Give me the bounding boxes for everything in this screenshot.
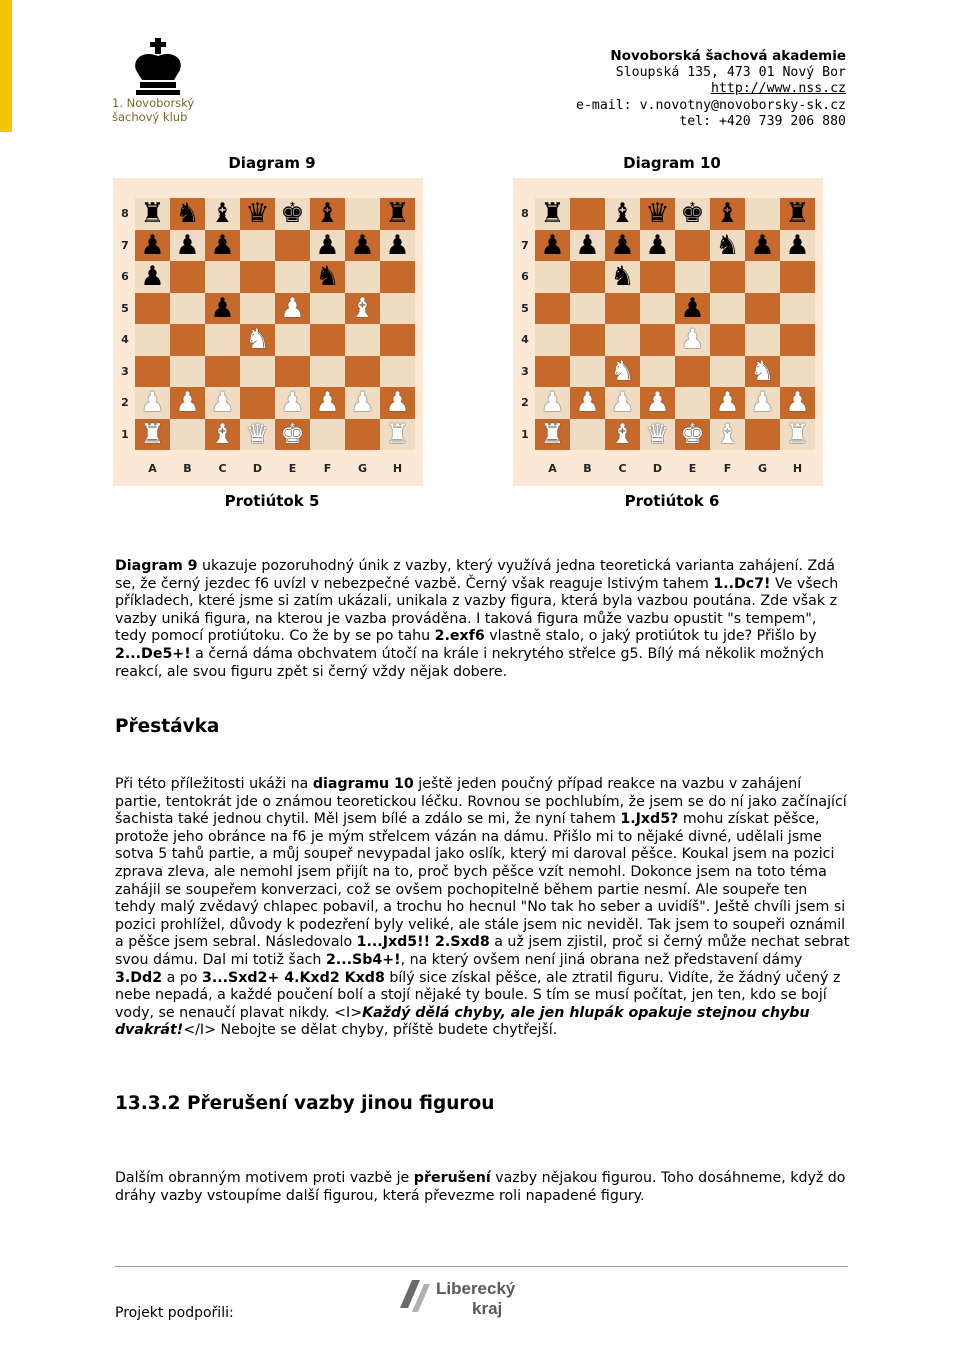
black-pawn-icon: ♟ [210, 229, 235, 261]
board-square [380, 293, 415, 325]
board-square [535, 261, 570, 293]
board-square [710, 261, 745, 293]
board-square [345, 261, 380, 293]
bold-move: 1...Jxd5!! 2.Sxd8 [356, 934, 490, 951]
white-queen-icon: ♛ [645, 418, 670, 450]
white-pawn-icon: ♟ [280, 292, 305, 324]
rank-label: 1 [521, 427, 529, 441]
board-square [380, 419, 415, 451]
white-pawn-icon: ♟ [715, 387, 740, 419]
white-pawn-icon: ♟ [785, 387, 810, 419]
rank-label: 3 [121, 364, 129, 378]
board-square [605, 324, 640, 356]
board-square [640, 261, 675, 293]
black-rook-icon: ♜ [785, 198, 810, 230]
section-heading: 13.3.2 Přerušení vazby jinou figurou [115, 1093, 495, 1114]
file-label: F [323, 462, 332, 475]
board-square [275, 356, 310, 388]
contact-block [576, 48, 846, 131]
board-square [745, 324, 780, 356]
board-square [605, 387, 640, 419]
black-pawn-icon: ♟ [175, 229, 200, 261]
board-square [675, 230, 710, 262]
board-square [205, 230, 240, 262]
board-square [310, 293, 345, 325]
text: vazby nějakou figurou. Toho dosáhneme, když do dráhy vazby vstoupíme další figurou, která převezme roli napadené figury. [115, 1170, 846, 1204]
board-square [310, 198, 345, 230]
white-knight-icon: ♞ [245, 324, 270, 356]
board-square [275, 230, 310, 262]
board-square [345, 198, 380, 230]
board-square [170, 419, 205, 451]
file-label: G [357, 462, 368, 475]
rank-label: 1 [121, 427, 129, 441]
board-square [135, 198, 170, 230]
white-pawn-icon: ♟ [750, 387, 775, 419]
file-label: B [583, 462, 592, 475]
text: vlastně stalo, o jaký protiútok tu jde? Přišlo by [484, 628, 817, 645]
bold-move: 2.exf6 [434, 628, 485, 645]
board-square [745, 293, 780, 325]
board-square [745, 198, 780, 230]
board-square [275, 198, 310, 230]
board-square [640, 198, 675, 230]
white-bishop-icon: ♝ [715, 418, 740, 450]
board-square [170, 324, 205, 356]
white-rook-icon: ♜ [540, 418, 565, 450]
black-pawn-icon: ♟ [385, 229, 410, 261]
white-bishop-icon: ♝ [350, 292, 375, 324]
board-square [710, 230, 745, 262]
board-square [745, 261, 780, 293]
white-pawn-icon: ♟ [680, 324, 705, 356]
white-rook-icon: ♜ [385, 418, 410, 450]
board-square [170, 293, 205, 325]
board-square [275, 261, 310, 293]
board-square [605, 356, 640, 388]
white-pawn-icon: ♟ [385, 387, 410, 419]
file-label: E [688, 462, 697, 475]
black-pawn-icon: ♟ [315, 229, 340, 261]
diagram-9-caption: Protiútok 5 [224, 492, 320, 510]
board-square [710, 198, 745, 230]
text: , na který ovšem není jiná obrana než představení dámy [400, 951, 803, 968]
white-knight-icon: ♞ [750, 355, 775, 387]
white-pawn-icon: ♟ [575, 387, 600, 419]
board-square [240, 293, 275, 325]
white-rook-icon: ♜ [140, 418, 165, 450]
board-square [170, 230, 205, 262]
white-pawn-icon: ♟ [350, 387, 375, 419]
board-square [275, 387, 310, 419]
file-label: C [618, 462, 627, 475]
board-square [605, 419, 640, 451]
board-square [275, 293, 310, 325]
bold-move: 1..Dc7! [713, 575, 771, 592]
heading-pause: Přestávka [115, 716, 220, 737]
board-square [240, 387, 275, 419]
white-rook-icon: ♜ [785, 418, 810, 450]
board-square [640, 324, 675, 356]
black-rook-icon: ♜ [140, 198, 165, 230]
text: Dalším obranným motivem proti vazbě je [115, 1170, 414, 1186]
phone: tel: +420 739 206 880 [679, 114, 846, 129]
white-pawn-icon: ♟ [140, 387, 165, 419]
club-name-line1: 1. Novoborský [112, 96, 195, 110]
black-pawn-icon: ♟ [785, 229, 810, 261]
club-name-line2: šachový klub [112, 110, 188, 124]
board-square [780, 261, 815, 293]
text: mohu získat pěšce, protože jeho obránce na f6 je mým střelcem vázán na dámu. Přišlo mi to nějaké divné, udělali jsme sotva 5 tahů partie, a můj soupeř nevypadal jako oslík, který mi daroval pěšce. Koukal jsem na pozici zprava zleva, ale nemohl jsem přijít na to, proč bych pěšce vzít nemohl. Dokonce jsem na toto téma zahájil se soupeřem konverzaci, což se ovšem pochopitelně během partie nesmí. Ale soupeře ten tehdy malý zvědavý chlapec pobavil, a trochu ho hecnul "No tak ho seber a uvidíš". Ještě chvíli jsem si pozici prohlížel, důvody k podezření byly veliké, ale stále jsem nic neviděl. Tak jsem to soupeři oznámil a pěšce jsem sebral. Následovalo [115, 811, 846, 951]
black-bishop-icon: ♝ [715, 198, 740, 230]
board-square [170, 387, 205, 419]
board-square [605, 261, 640, 293]
diagram-10-caption: Protiútok 6 [624, 492, 720, 510]
board-square [675, 387, 710, 419]
bold-italic-quote: Každý dělá chyby, ale jen hlupák opakuje stejnou chybu dvakrát! [115, 1004, 810, 1039]
board-square [380, 261, 415, 293]
liberecky-kraj-logo [398, 1274, 538, 1318]
paragraph-diagram-9 [115, 558, 850, 681]
board-square [310, 387, 345, 419]
board-square [640, 387, 675, 419]
paragraph-diagram-10 [115, 776, 850, 1040]
black-king-icon: ♚ [280, 198, 305, 230]
rank-labels [117, 198, 133, 450]
rank-label: 4 [121, 333, 129, 347]
board-square [205, 261, 240, 293]
black-pawn-icon: ♟ [680, 292, 705, 324]
file-label: A [548, 462, 557, 475]
black-pawn-icon: ♟ [750, 229, 775, 261]
logo-text-line1: Liberecký [436, 1279, 516, 1298]
black-rook-icon: ♜ [385, 198, 410, 230]
paragraph-interruption [115, 1170, 850, 1205]
board-square [710, 387, 745, 419]
black-pawn-icon: ♟ [645, 229, 670, 261]
board-square [640, 356, 675, 388]
board-square [275, 419, 310, 451]
bold-move: 1.Jxd5? [620, 811, 679, 828]
white-queen-icon: ♛ [245, 418, 270, 450]
bold-move: 2...De5+! [115, 645, 191, 662]
board-square [570, 419, 605, 451]
white-pawn-icon: ♟ [610, 387, 635, 419]
board-square [710, 324, 745, 356]
bold-move: 3.Dd2 [115, 969, 163, 986]
board-square [675, 293, 710, 325]
board-square [605, 293, 640, 325]
black-knight-icon: ♞ [315, 261, 340, 293]
file-labels [135, 462, 415, 475]
file-label: D [252, 462, 263, 475]
board-square [675, 198, 710, 230]
board-square [310, 356, 345, 388]
rank-label: 5 [121, 301, 129, 315]
bold-text: Diagram 9 [115, 558, 198, 574]
board-square [535, 293, 570, 325]
chess-diagram-9 [113, 178, 423, 486]
text: a už jsem zjistil, proč si černý může nechat sebrat svou dámu. Dal mi totiž šach [115, 934, 850, 968]
board-square [745, 230, 780, 262]
file-label: H [792, 462, 803, 475]
rank-label: 7 [121, 238, 129, 252]
board-square [570, 261, 605, 293]
board-square [135, 293, 170, 325]
black-king-icon: ♚ [680, 198, 705, 230]
rank-label: 3 [521, 364, 529, 378]
white-pawn-icon: ♟ [315, 387, 340, 419]
board-square [240, 230, 275, 262]
board-square [240, 419, 275, 451]
black-knight-icon: ♞ [175, 198, 200, 230]
rank-label: 2 [121, 396, 129, 410]
text: </I> Nebojte se dělat chyby, příště budete chytřejší. [183, 1022, 558, 1039]
board-square [780, 324, 815, 356]
board-square [170, 356, 205, 388]
diagram-9-title: Diagram 9 [228, 154, 316, 172]
white-bishop-icon: ♝ [210, 418, 235, 450]
board-square [205, 324, 240, 356]
file-label: A [148, 462, 157, 475]
board-square [240, 324, 275, 356]
file-label: E [288, 462, 297, 475]
text: ukazuje pozoruhodný únik z vazby, který využívá jedna teoretická varianta zahájení. Zdá se, že černý jezdec f6 uvízl v nebezpečné vazbě. Černý však reaguje lstivým tahem [115, 558, 835, 592]
board-square [745, 356, 780, 388]
logo-text-line2: kraj [472, 1299, 503, 1318]
board-square [535, 356, 570, 388]
board-square [570, 387, 605, 419]
white-pawn-icon: ♟ [645, 387, 670, 419]
text: a černá dáma obchvatem útočí na krále i nekrytého střelce g5. Bílý má několik možných reakcí, ale svou figuru zpět si černý vždy nějak dobere. [115, 645, 824, 680]
board-square [605, 198, 640, 230]
board-square [310, 324, 345, 356]
white-pawn-icon: ♟ [280, 387, 305, 419]
board-square [710, 419, 745, 451]
board-square [380, 198, 415, 230]
board-square [675, 419, 710, 451]
board-square [345, 387, 380, 419]
file-label: B [183, 462, 192, 475]
board-square [240, 356, 275, 388]
file-label: D [652, 462, 663, 475]
board-square [205, 198, 240, 230]
file-labels [535, 462, 815, 475]
email: e-mail: v.novotny@novoborsky-sk.cz [576, 97, 846, 113]
rank-label: 2 [521, 396, 529, 410]
black-pawn-icon: ♟ [140, 229, 165, 261]
rank-labels [517, 198, 533, 450]
board-square [135, 356, 170, 388]
board-square [535, 419, 570, 451]
board-square [345, 356, 380, 388]
white-pawn-icon: ♟ [540, 387, 565, 419]
board-square [535, 198, 570, 230]
board-square [135, 419, 170, 451]
bold-move: 3...Sxd2+ 4.Kxd2 Kxd8 [202, 969, 385, 986]
black-pawn-icon: ♟ [610, 229, 635, 261]
board-square [535, 230, 570, 262]
white-bishop-icon: ♝ [610, 418, 635, 450]
board-square [605, 230, 640, 262]
white-king-icon: ♚ [280, 418, 305, 450]
board-square [345, 419, 380, 451]
board-square [780, 230, 815, 262]
board-square [345, 230, 380, 262]
black-queen-icon: ♛ [245, 198, 270, 230]
black-knight-icon: ♞ [610, 261, 635, 293]
board-square [205, 419, 240, 451]
board-square [310, 419, 345, 451]
board-square [745, 387, 780, 419]
rank-label: 5 [521, 301, 529, 315]
board-square [170, 198, 205, 230]
white-knight-icon: ♞ [610, 355, 635, 387]
file-label: F [723, 462, 732, 475]
board-square [675, 324, 710, 356]
board-square [780, 293, 815, 325]
black-pawn-icon: ♟ [210, 292, 235, 324]
bold-move: 2...Sb4+! [325, 951, 401, 968]
board-square [675, 356, 710, 388]
file-label: G [757, 462, 768, 475]
bold-text: přerušení [413, 1170, 491, 1186]
board-square [310, 230, 345, 262]
board-square [780, 419, 815, 451]
white-pawn-icon: ♟ [210, 387, 235, 419]
board-square [135, 230, 170, 262]
footer-divider [115, 1266, 848, 1267]
board-square [380, 230, 415, 262]
file-label: C [218, 462, 227, 475]
black-queen-icon: ♛ [645, 198, 670, 230]
board-square [275, 324, 310, 356]
board-square [780, 356, 815, 388]
chess-king-icon [126, 36, 190, 96]
chessboard [535, 198, 815, 450]
rank-label: 4 [521, 333, 529, 347]
academy-name: Novoborská šachová akademie [610, 48, 846, 64]
board-square [570, 230, 605, 262]
file-label: H [392, 462, 403, 475]
black-pawn-icon: ♟ [140, 261, 165, 293]
board-square [640, 230, 675, 262]
black-pawn-icon: ♟ [540, 229, 565, 261]
board-square [570, 356, 605, 388]
rank-label: 6 [521, 270, 529, 284]
black-rook-icon: ♜ [540, 198, 565, 230]
bold-text: diagramu 10 [312, 776, 414, 792]
black-knight-icon: ♞ [715, 229, 740, 261]
board-square [380, 324, 415, 356]
address: Sloupská 135, 473 01 Nový Bor [615, 64, 846, 80]
text: a po [162, 969, 202, 986]
board-square [345, 324, 380, 356]
text: Ve všech příkladech, které jsme si zatím ukázali, unikala z vazby figura, která byla vazbou poutána. Zde však z vazby uniká figura, na kterou je vazba prováděna. I taková figura může vazbu opustit "s tempem", tedy pomocí protiútoku. Co že by se po tahu [115, 575, 839, 645]
board-square [640, 293, 675, 325]
board-square [780, 387, 815, 419]
board-square [675, 261, 710, 293]
white-pawn-icon: ♟ [175, 387, 200, 419]
board-square [240, 198, 275, 230]
board-square [710, 356, 745, 388]
board-square [135, 387, 170, 419]
black-bishop-icon: ♝ [610, 198, 635, 230]
board-square [710, 293, 745, 325]
board-square [380, 387, 415, 419]
footer-label: Projekt podpořili: [115, 1305, 234, 1321]
black-bishop-icon: ♝ [210, 198, 235, 230]
board-square [570, 198, 605, 230]
chess-diagram-10 [513, 178, 823, 486]
club-logo [112, 36, 212, 124]
board-square [570, 293, 605, 325]
board-square [640, 419, 675, 451]
rank-label: 8 [521, 207, 529, 221]
board-square [205, 387, 240, 419]
black-bishop-icon: ♝ [315, 198, 340, 230]
board-square [135, 324, 170, 356]
text: bílý sice získal pěšce, ale ztratil figuru. Vidíte, že žádný učený z nebe nepadá, a každé poučení bolí a stojí nějaké ty boule. S tím se musí počítat, jen ten, kdo se bojí vody, se nenaučí plavat nikdy. <I> [115, 969, 841, 1021]
board-square [535, 387, 570, 419]
rank-label: 6 [121, 270, 129, 284]
board-square [310, 261, 345, 293]
board-square [205, 293, 240, 325]
chessboard [135, 198, 415, 450]
board-square [780, 198, 815, 230]
rank-label: 8 [121, 207, 129, 221]
text: Při této příležitosti ukáži na [115, 776, 313, 792]
board-square [380, 356, 415, 388]
board-square [135, 261, 170, 293]
board-square [570, 324, 605, 356]
website-link[interactable]: http://www.nss.cz [711, 81, 846, 96]
black-pawn-icon: ♟ [350, 229, 375, 261]
diagram-10-title: Diagram 10 [623, 154, 721, 172]
board-square [345, 293, 380, 325]
board-square [170, 261, 205, 293]
white-king-icon: ♚ [680, 418, 705, 450]
rank-label: 7 [521, 238, 529, 252]
board-square [240, 261, 275, 293]
black-pawn-icon: ♟ [575, 229, 600, 261]
board-square [745, 419, 780, 451]
board-square [205, 356, 240, 388]
brand-stripe [0, 0, 12, 132]
text: ještě jeden poučný případ reakce na vazbu v zahájení partie, tentokrát jde o známou teoretickou léčku. Rovnou se pochlubím, že jsem se do ní jako začínající šachista také jednou chytil. Měl jsem bílé a zdálo se mi, že nyní tahem [115, 776, 847, 828]
board-square [535, 324, 570, 356]
